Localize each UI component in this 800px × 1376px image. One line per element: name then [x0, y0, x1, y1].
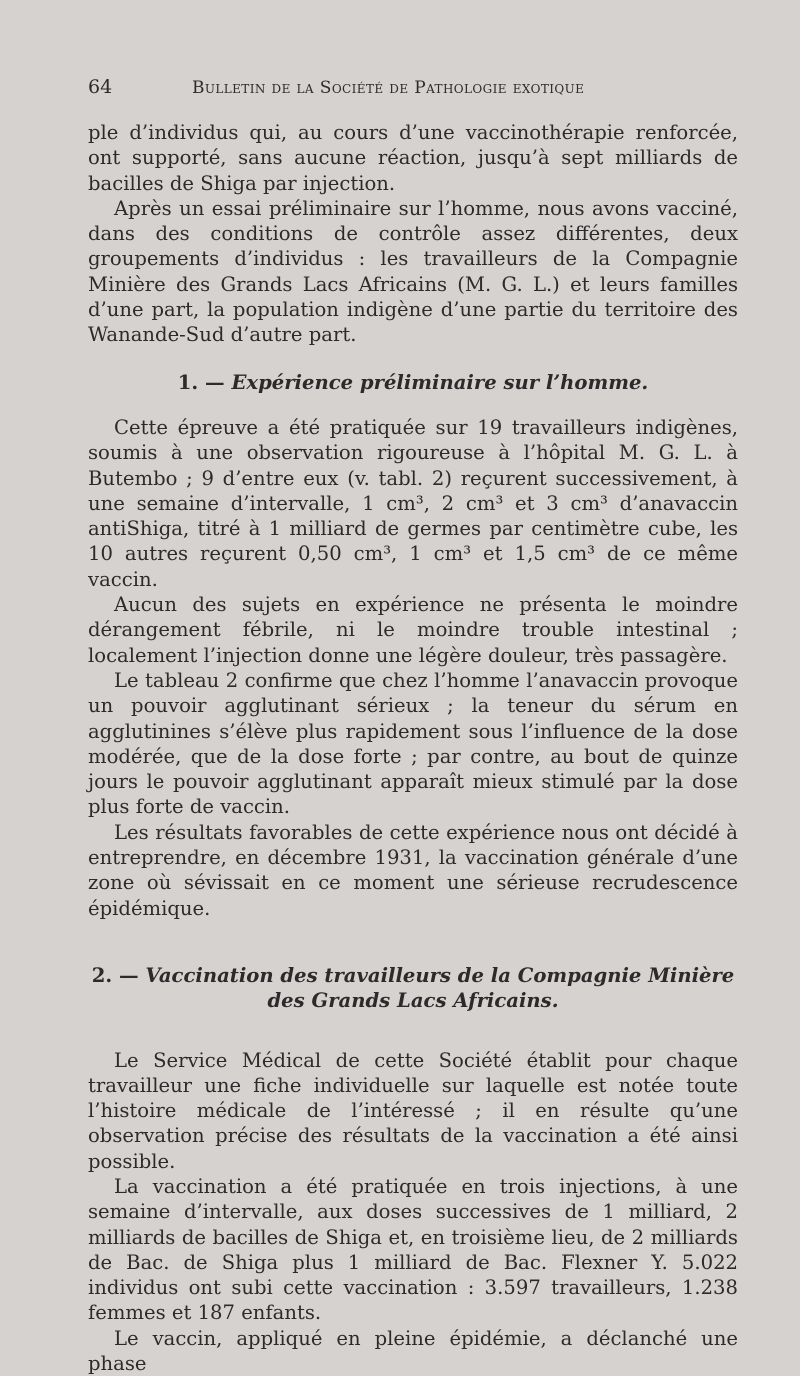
paragraph-epidemic-phase: Le vaccin, appliqué en pleine épidémie, a déclanché une phase: [88, 1326, 738, 1376]
section-number-1: 1. —: [177, 370, 225, 394]
paragraph-intro: Après un essai préliminaire sur l’homme, nous avons vacciné, dans des conditions de contrôle assez différentes, deux groupements d’individus : les travailleurs de la Compagnie Minière des Grands Lacs Africains (M. G. L.) et leurs familles d’une part, la population indigène d’une partie du territoire des Wanande-Sud d’autre part.: [88, 196, 738, 347]
paragraph-tolerance: Aucun des sujets en expérience ne présenta le moindre dérangement fébrile, ni le moindre trouble intestinal ; localement l’injection donne une légère douleur, très passagère.: [88, 593, 738, 667]
paragraph-decision: Les résultats favorables de cette expérience nous ont décidé à entreprendre, en décembre 1931, la vaccination générale d’une zone où sévissait en ce moment une sérieuse recrudescence épidémique.: [88, 820, 738, 920]
section-number-2: 2. —: [91, 963, 139, 987]
journal-title: Bulletin de la Société de Pathologie exotique: [192, 78, 585, 98]
section-heading-2: [88, 963, 738, 1014]
paragraph-medical-service: Le Service Médical de cette Société établit pour chaque travailleur une fiche individuelle sur laquelle est notée toute l’histoire médicale de l’intéressé ; il en résulte qu’une observation précise des résultats de la vaccination a été ainsi possible.: [88, 1048, 738, 1173]
section-title-2: Vaccination des travailleurs de la Compagnie Minière des Grands Lacs Africains.: [145, 963, 735, 1013]
section-title-1: Expérience préliminaire sur l’homme.: [231, 370, 649, 394]
paragraph-table-result: Le tableau 2 confirme que chez l’homme l’anavaccin provoque un pouvoir agglutinant sérieux ; la teneur du sérum en agglutinines s’élève plus rapidement sous l’influence de la dose modérée, que de la dose forte ; par contre, au bout de quinze jours le pouvoir agglutinant apparaît mieux stimulé par la dose plus forte de vaccin.: [88, 668, 738, 819]
paragraph-vaccination-schedule: La vaccination a été pratiquée en trois injections, à une semaine d’intervalle, aux doses successives de 1 milliard, 2 milliards de bacilles de Shiga et, en troisième lieu, de 2 milliards de Bac. de Shiga plus 1 milliard de Bac. Flexner Y. 5.022 individus ont subi cette vaccination : 3.597 travailleurs, 1.238 femmes et 187 enfants.: [88, 1174, 738, 1325]
running-head: [88, 76, 736, 102]
body-text: [88, 120, 738, 1376]
paragraph-continuation: ple d’individus qui, au cours d’une vaccinothérapie renforcée, ont supporté, sans aucune réaction, jusqu’à sept milliards de bacilles de Shiga par injection.: [88, 121, 738, 195]
section-heading-1: [88, 370, 738, 395]
paragraph-experiment: Cette épreuve a été pratiquée sur 19 travailleurs indigènes, soumis à une observation rigoureuse à l’hôpital M. G. L. à Butembo ; 9 d’entre eux (v. tabl. 2) reçurent successivement, à une semaine d’intervalle, 1 cm³, 2 cm³ et 3 cm³ d’anavaccin antiShiga, titré à 1 milliard de germes par centimètre cube, les 10 autres reçurent 0,50 cm³, 1 cm³ et 1,5 cm³ de ce même vaccin.: [88, 415, 738, 591]
page-number: 64: [88, 76, 113, 98]
